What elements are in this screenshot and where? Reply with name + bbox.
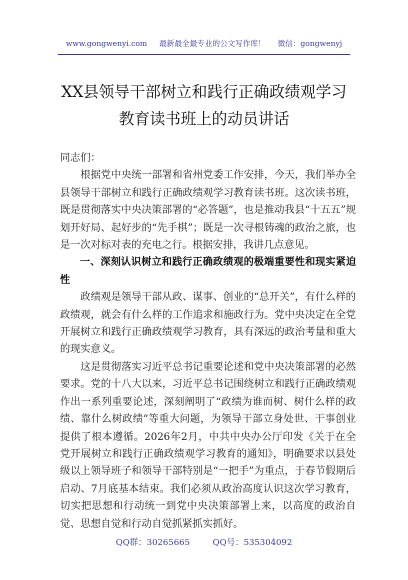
document-body xyxy=(60,150,356,533)
document-title-line-2: 教育读书班上的动员讲话 xyxy=(118,110,290,128)
paragraph-intro: 根据党中央统一部署和省州党委工作安排，今天，我们举办全县领导干部树立和践行正确政绩观学习教育读书班。这次读书班，既是贯彻落实中央决策部署的“必答题”，也是推动我县“十五五”规划开好局、起好步的“先手棋”；既是一次寻根铸魂的政治之旅，也是一次对标对表的充电之行。根据安排，我讲几点意见。 xyxy=(60,170,356,252)
header-divider xyxy=(58,54,350,55)
section-heading-1: 一、深刻认识树立和践行正确政绩观的极端重要性和现实紧迫性 xyxy=(60,257,356,286)
paragraph-2: 政绩观是领导干部从政、谋事、创业的“总开关”，有什么样的政绩观，就会有什么样的工作追求和施政行为。党中央决定在全党开展树立和践行正确政绩观学习教育，具有深远的政治考量和重大的现实意义。 xyxy=(60,292,356,356)
greeting: 同志们： xyxy=(60,153,101,164)
document-title-line-1: XX县领导干部树立和践行正确政绩观学习 xyxy=(61,83,347,101)
page-header xyxy=(0,38,408,49)
header-site-url[interactable]: www.gongwenyi.com xyxy=(65,39,148,48)
page-footer xyxy=(0,536,408,548)
paragraph-3: 这是贯彻落实习近平总书记重要论述和党中央决策部署的必然要求。党的十八大以来，习近平总书记围绕树立和践行正确政绩观作出一系列重要论述，深刻阐明了“政绩为谁而树、树什么样的政绩、靠什么树政绩”等重大问题，为领导干部立身处世、干事创业提供了根本遵循。2026年2月，中共中央办公厅印发《关于在全党开展树立和践行正确政绩观学习教育的通知》，明确要求以县处级以上领导班子和领导干部特别是“一把手”为重点，于春节假期后启动、7月底基本结束。我们必须从政治高度认识这次学习教育，切实把思想和行动统一到党中央决策部署上来，以高度的政治自觉、思想自觉和行动自觉抓紧抓实抓好。 xyxy=(60,361,356,530)
header-wechat: 微信：gongwenyj xyxy=(277,39,343,48)
header-slogan: 最新最全最专业的公文写作库！ xyxy=(159,39,266,48)
footer-qq-number: QQ号：535304092 xyxy=(212,538,293,548)
footer-qq-group: QQ群：30265665 xyxy=(115,538,190,548)
